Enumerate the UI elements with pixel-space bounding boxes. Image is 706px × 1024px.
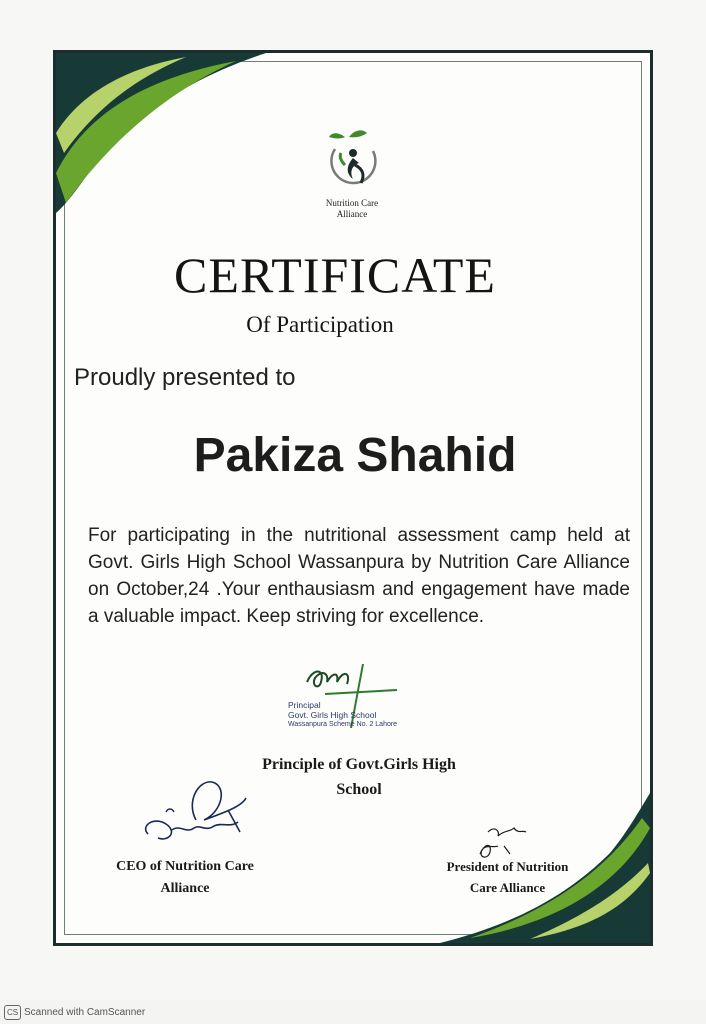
recipient-name: Pakiza Shahid [193,429,517,482]
principal-title-line-2: School [336,781,382,798]
president-title-line-1: President of Nutrition [446,859,569,874]
stamp-line-1: Principal [288,700,321,710]
corner-leaf-top-left [56,53,286,213]
president-title [430,856,585,898]
logo-line-2: Alliance [336,209,368,219]
ceo-title [100,856,270,900]
ceo-title-line-1: CEO of Nutrition Care [116,859,254,874]
ceo-title-line-2: Alliance [160,881,210,896]
principal-title-line-1: Principle of Govt.Girls High [262,756,456,773]
logo-line-1: Nutrition Care [325,198,379,208]
principal-stamp [288,700,418,730]
stamp-line-3: Wassanpura Scheme No. 2 Lahore [288,721,398,728]
presented-to-label: Proudly presented to [74,364,296,391]
scanner-watermark [4,1005,145,1020]
scanner-text: Scanned with CamScanner [24,1007,146,1018]
camscanner-icon: CS [4,1005,21,1020]
certificate-title: CERTIFICATE [174,247,496,303]
stamp-line-2: Govt. Girls High School [288,710,377,720]
nutrition-leaf-figure-icon [323,125,383,195]
certificate-body: For participating in the nutritional assessment camp held at Govt. Girls High School Wassanpura by Nutrition Care Alliance on October,24 .Your enthausiasm and engagement have made a valuable impact. Keep striving for excellence. [88,525,630,627]
certificate-subtitle: Of Participation [246,312,394,337]
principal-title [240,752,478,802]
president-title-line-2: Care Alliance [469,880,546,895]
ceo-signature [138,772,258,852]
logo-text [302,198,402,220]
